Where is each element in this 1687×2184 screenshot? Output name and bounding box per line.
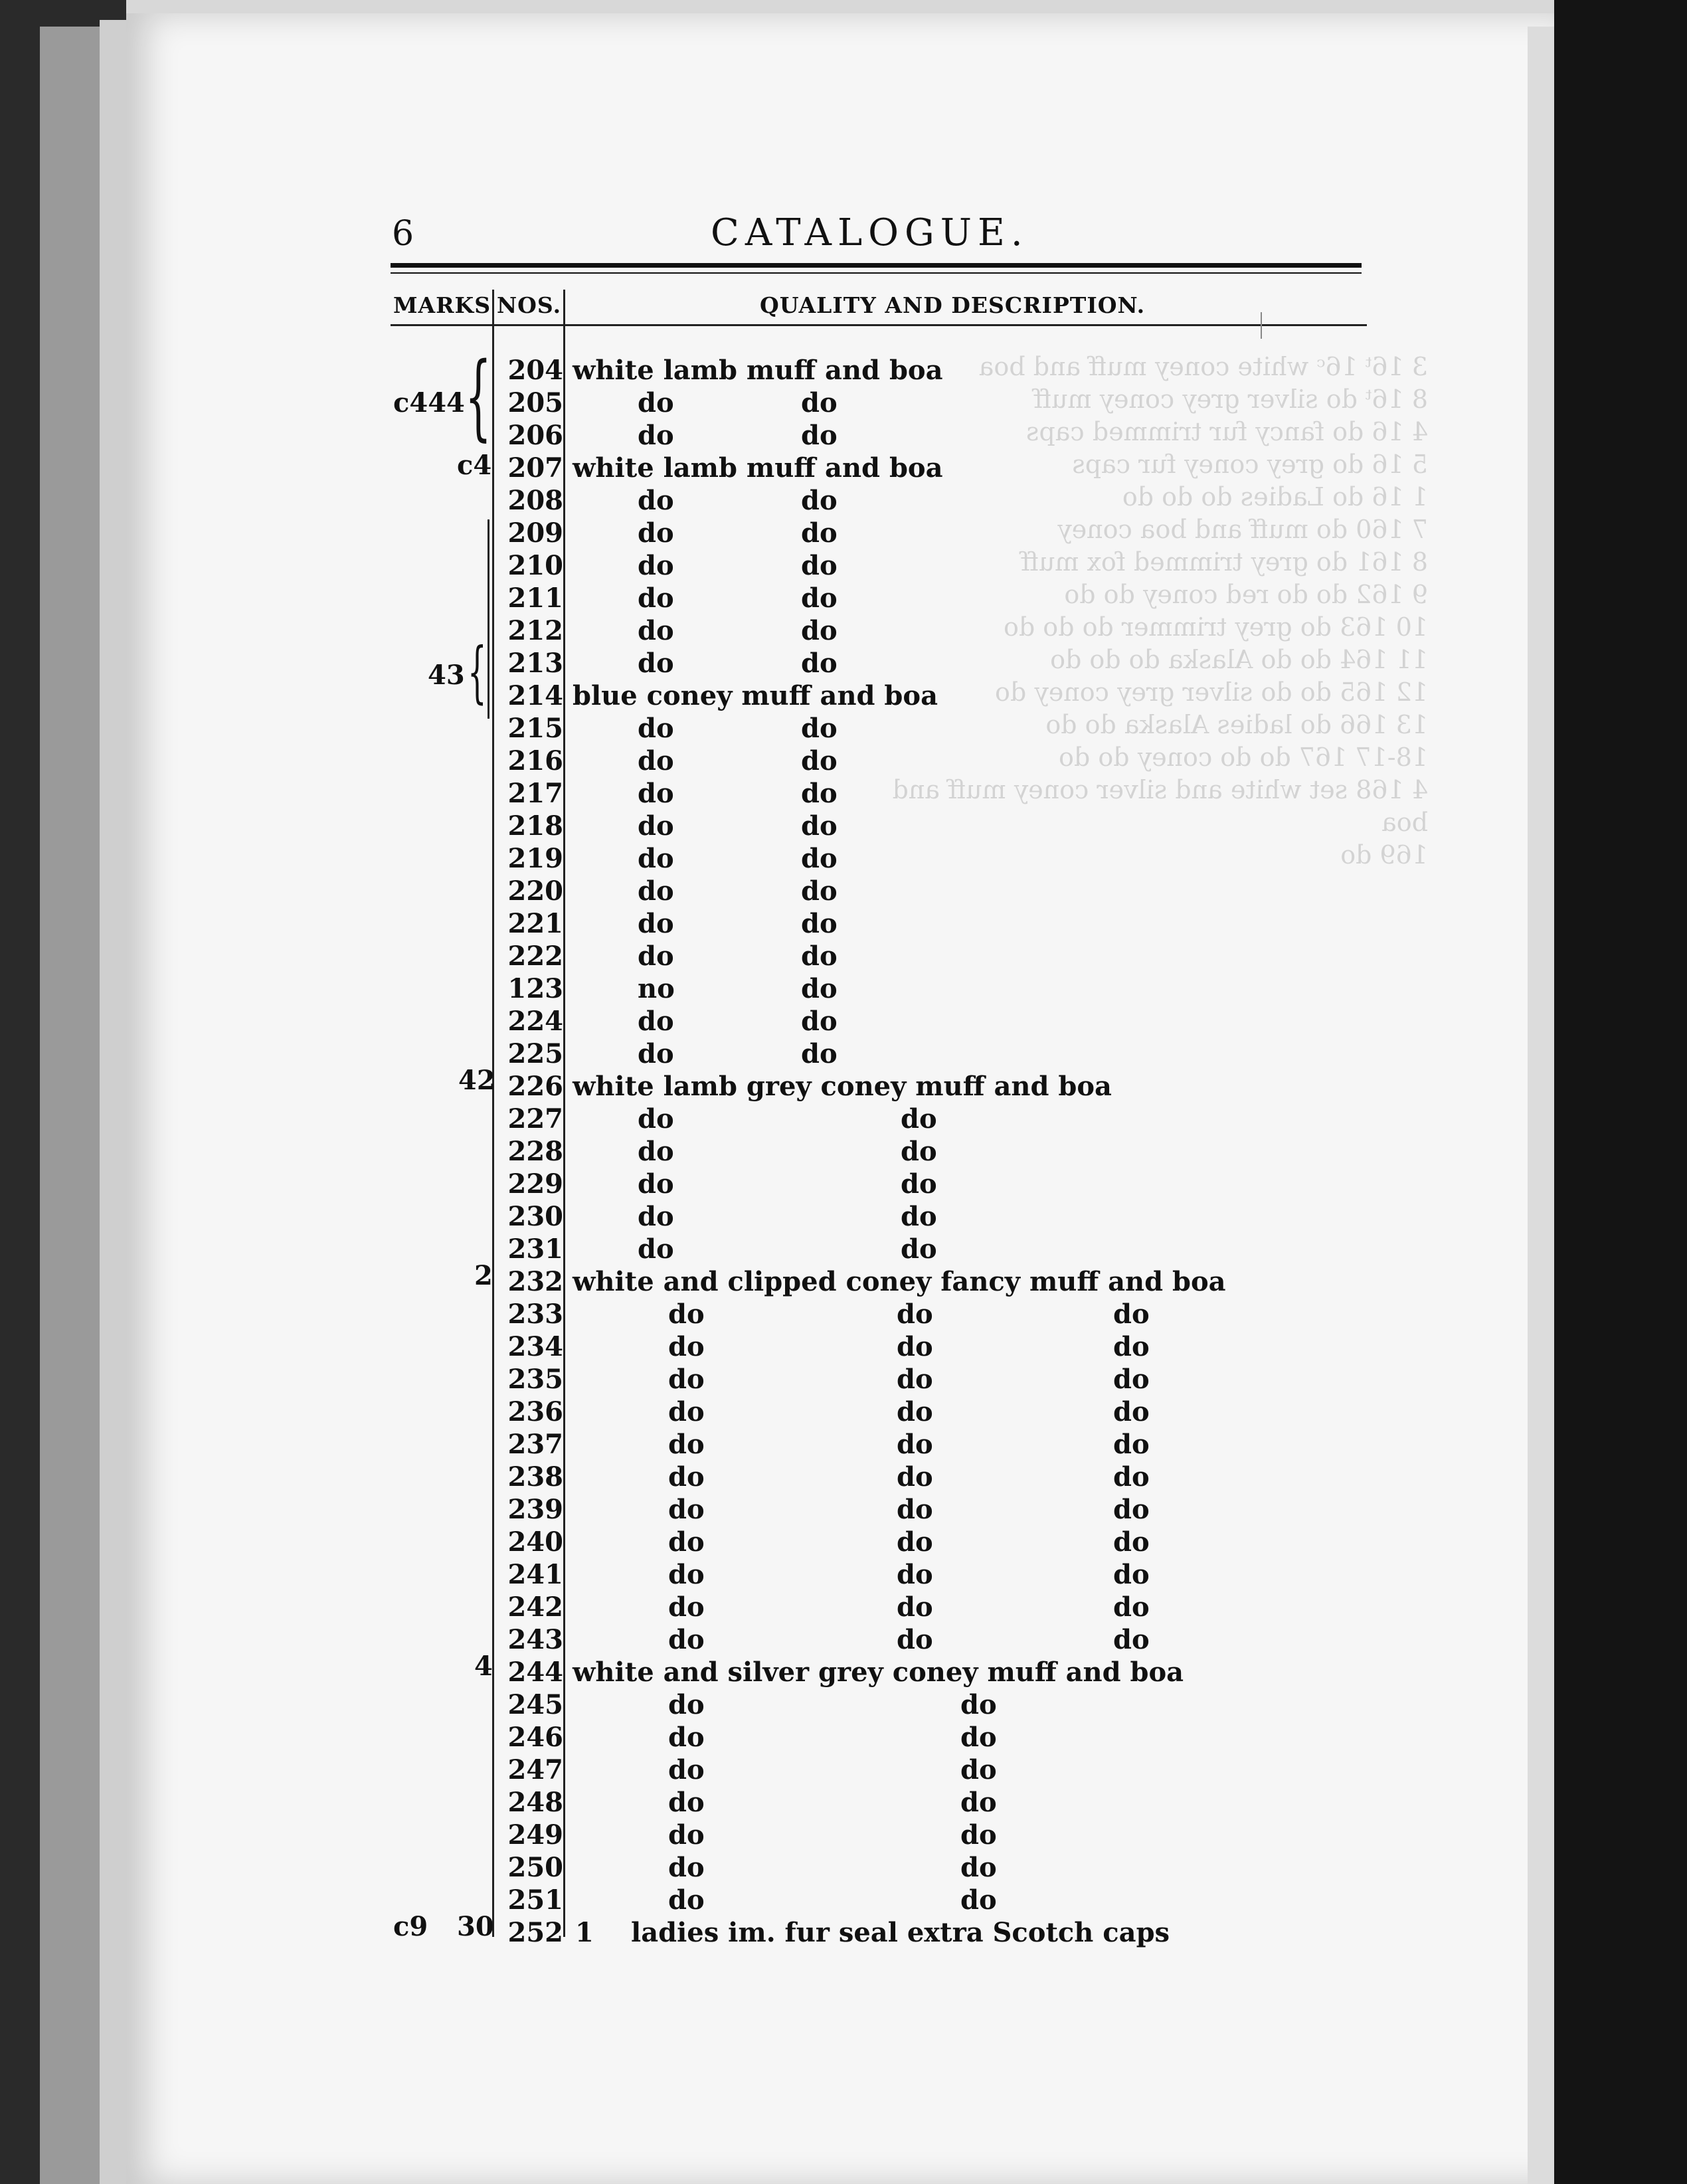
item-description-part: do — [638, 941, 674, 972]
item-description-part: do — [1113, 1396, 1150, 1427]
item-description-part: do — [801, 1006, 838, 1037]
item-number: 214 — [507, 680, 563, 711]
item-description-part: do — [1113, 1299, 1150, 1330]
item-number: 220 — [507, 875, 563, 907]
item-description-part: do — [638, 778, 674, 809]
item-number: 241 — [507, 1559, 563, 1590]
mark-label: 43 — [428, 660, 465, 691]
item-description-part: do — [801, 745, 838, 776]
item-description-part: do — [668, 1364, 705, 1395]
item-number: 243 — [507, 1624, 563, 1655]
page-number: 6 — [392, 214, 414, 254]
item-description-part: do — [638, 1168, 674, 1200]
item-number: 239 — [507, 1494, 563, 1525]
item-description-part: do — [638, 1103, 674, 1135]
item-description-part: do — [638, 517, 674, 549]
item-description-part: do — [897, 1494, 933, 1525]
mark-label: 4 — [474, 1651, 493, 1682]
item-description-part: do — [668, 1299, 705, 1330]
item-number: 219 — [507, 843, 563, 874]
item-number: 212 — [507, 615, 563, 646]
item-description-part: do — [1113, 1429, 1150, 1460]
item-description-part: do — [668, 1396, 705, 1427]
item-description-part: do — [960, 1787, 997, 1818]
item-number: 236 — [507, 1396, 563, 1427]
item-description-part: do — [960, 1884, 997, 1916]
mark-label: c4 — [457, 450, 492, 481]
item-description-part: do — [801, 713, 838, 744]
scan-right-margin — [1554, 0, 1687, 2184]
item-description: blue coney muff and boa — [573, 680, 938, 711]
item-number: 208 — [507, 485, 563, 516]
item-description-part: do — [638, 648, 674, 679]
item-description-part: do — [668, 1624, 705, 1655]
item-description-part: do — [638, 1233, 674, 1265]
item-number: 229 — [507, 1168, 563, 1200]
item-description-part: do — [801, 875, 838, 907]
item-number: 250 — [507, 1852, 563, 1883]
item-description-part: do — [638, 550, 674, 581]
item-description-part: do — [638, 387, 674, 418]
item-description-part: do — [668, 1592, 705, 1623]
item-number: 225 — [507, 1038, 563, 1069]
item-description: white lamb muff and boa — [573, 452, 943, 484]
item-description-part: do — [668, 1331, 705, 1362]
column-header-nos: NOS. — [497, 292, 562, 318]
item-number: 252 — [507, 1917, 563, 1948]
item-description-part: do — [801, 908, 838, 939]
item-description-part: do — [897, 1299, 933, 1330]
brace-icon: { — [465, 343, 492, 451]
item-description-part: do — [638, 1006, 674, 1037]
item-description-part: do — [668, 1884, 705, 1916]
item-description-part: do — [668, 1754, 705, 1785]
item-description-part: do — [901, 1233, 937, 1265]
item-number: 215 — [507, 713, 563, 744]
item-description-part: do — [801, 420, 838, 451]
item-description-part: do — [801, 583, 838, 614]
item-description-part: do — [960, 1754, 997, 1785]
item-number: 207 — [507, 452, 563, 484]
item-description-part: do — [638, 420, 674, 451]
header-rule-thin — [391, 272, 1362, 274]
item-description-part: do — [668, 1689, 705, 1720]
item-number: 235 — [507, 1364, 563, 1395]
item-description-part: do — [960, 1722, 997, 1753]
item-number: 232 — [507, 1266, 563, 1297]
item-description-part: do — [638, 745, 674, 776]
item-description-part: do — [801, 843, 838, 874]
item-number: 205 — [507, 387, 563, 418]
item-number: 218 — [507, 810, 563, 842]
item-number: 240 — [507, 1526, 563, 1558]
item-number: 246 — [507, 1722, 563, 1753]
item-number: 217 — [507, 778, 563, 809]
item-number: 251 — [507, 1884, 563, 1916]
item-description-part: do — [638, 810, 674, 842]
item-description-part: do — [897, 1331, 933, 1362]
item-description-part: do — [897, 1396, 933, 1427]
item-description-part: do — [1113, 1526, 1150, 1558]
item-number: 204 — [507, 355, 563, 386]
item-description-part: do — [960, 1689, 997, 1720]
item-number: 227 — [507, 1103, 563, 1135]
item-description-part: no — [638, 973, 675, 1004]
mark-label: 30 — [457, 1911, 494, 1942]
item-description-part: do — [638, 908, 674, 939]
mark-label: c444 — [393, 387, 465, 418]
item-number: 211 — [507, 583, 563, 614]
item-number: 222 — [507, 941, 563, 972]
item-description-part: do — [801, 941, 838, 972]
item-description-part: do — [638, 1201, 674, 1232]
item-number: 234 — [507, 1331, 563, 1362]
item-number: 238 — [507, 1461, 563, 1493]
item-number: 221 — [507, 908, 563, 939]
item-description-part: do — [668, 1722, 705, 1753]
item-number: 230 — [507, 1201, 563, 1232]
column-divider-faint — [1261, 312, 1262, 339]
item-number: 206 — [507, 420, 563, 451]
item-number: 247 — [507, 1754, 563, 1785]
item-description-part: do — [801, 1038, 838, 1069]
item-description-part: do — [638, 1136, 674, 1167]
item-description-part: do — [801, 973, 838, 1004]
item-description-part: do — [1113, 1461, 1150, 1493]
item-number: 210 — [507, 550, 563, 581]
item-description-part: do — [897, 1559, 933, 1590]
item-description-part: do — [638, 713, 674, 744]
item-number: 231 — [507, 1233, 563, 1265]
item-description-part: do — [1113, 1494, 1150, 1525]
item-number: 245 — [507, 1689, 563, 1720]
item-description-part: do — [801, 550, 838, 581]
item-description-part: do — [801, 648, 838, 679]
item-number: 237 — [507, 1429, 563, 1460]
item-description-part: do — [801, 810, 838, 842]
item-description: white and clipped coney fancy muff and boa — [573, 1266, 1226, 1297]
item-description-part: ladies im. fur seal extra Scotch caps — [631, 1917, 1170, 1948]
item-description-part: do — [1113, 1364, 1150, 1395]
running-title: CATALOGUE. — [711, 211, 1029, 254]
item-number: 244 — [507, 1657, 563, 1688]
brace-icon: { — [468, 633, 487, 711]
item-description-part: do — [897, 1429, 933, 1460]
item-description-part: do — [638, 615, 674, 646]
item-description-part: do — [1113, 1592, 1150, 1623]
item-description-part: do — [801, 778, 838, 809]
item-description-part: do — [668, 1494, 705, 1525]
item-description-part: do — [801, 517, 838, 549]
item-description-part: do — [638, 583, 674, 614]
item-description-part: do — [668, 1819, 705, 1851]
item-description-part: do — [638, 875, 674, 907]
column-header-rule — [391, 324, 1367, 326]
item-description-part: do — [668, 1429, 705, 1460]
item-number: 226 — [507, 1071, 563, 1102]
item-number: 249 — [507, 1819, 563, 1851]
item-description-part: do — [668, 1559, 705, 1590]
item-description-part: do — [801, 387, 838, 418]
mark-label: 42 — [458, 1065, 495, 1096]
bleed-through-text: 3 16ᵗ 16ᶜ white coney muff and boa 8 16ᵗ do silver grey coney muff 4 16 do fancy fur trimmed caps 5 16 do grey coney fur caps 1 16 do Ladies do do do 7 160 do muff and boa coney 8 161 do grey trimmed fox muff 9 162 do do red coney do do 10 163 do grey trimmer do do do 11 164 do do Alaska do do do 12 165 do do silver grey coney do 13 166 do ladies Alaska do do 18-17 167 do do coney do do 4 168 set white and silver coney muff and boa 169 do — [892, 352, 1428, 869]
item-description-part: do — [638, 485, 674, 516]
item-description-part: do — [668, 1787, 705, 1818]
column-divider-nos — [563, 290, 565, 1937]
item-description-part: do — [801, 615, 838, 646]
item-description-part: do — [638, 1038, 674, 1069]
item-description-part: do — [897, 1624, 933, 1655]
item-number: 233 — [507, 1299, 563, 1330]
mark-label: c9 — [393, 1911, 428, 1942]
item-description-part: do — [960, 1852, 997, 1883]
item-description-part: do — [668, 1852, 705, 1883]
item-number: 209 — [507, 517, 563, 549]
item-description-part: do — [901, 1136, 937, 1167]
item-description-part: do — [901, 1168, 937, 1200]
item-description-part: do — [1113, 1624, 1150, 1655]
scan-right-edge — [1528, 27, 1555, 2184]
item-description-part: do — [1113, 1331, 1150, 1362]
item-description-part: do — [960, 1819, 997, 1851]
item-description-part: do — [668, 1526, 705, 1558]
column-header-description: QUALITY AND DESCRIPTION. — [760, 292, 1146, 318]
item-number: 242 — [507, 1592, 563, 1623]
mark-label: 2 — [474, 1260, 493, 1291]
column-header-marks: MARKS — [393, 292, 491, 318]
item-number: 224 — [507, 1006, 563, 1037]
item-description-part: do — [901, 1103, 937, 1135]
item-description-part: 1 — [575, 1917, 594, 1948]
item-description-part: do — [897, 1592, 933, 1623]
item-description: white lamb muff and boa — [573, 355, 943, 386]
item-number: 216 — [507, 745, 563, 776]
scan-left-edge — [100, 20, 126, 2184]
item-description: white lamb grey coney muff and boa — [573, 1071, 1112, 1102]
item-description: white and silver grey coney muff and boa — [573, 1657, 1184, 1688]
item-description-part: do — [897, 1461, 933, 1493]
item-number: 228 — [507, 1136, 563, 1167]
item-description-part: do — [897, 1526, 933, 1558]
item-number: 248 — [507, 1787, 563, 1818]
item-number: 123 — [507, 973, 563, 1004]
item-description-part: do — [897, 1364, 933, 1395]
header-rule-thick — [391, 263, 1362, 268]
item-number: 213 — [507, 648, 563, 679]
item-description-part: do — [638, 843, 674, 874]
item-description-part: do — [901, 1201, 937, 1232]
item-description-part: do — [801, 485, 838, 516]
item-description-part: do — [1113, 1559, 1150, 1590]
item-description-part: do — [668, 1461, 705, 1493]
